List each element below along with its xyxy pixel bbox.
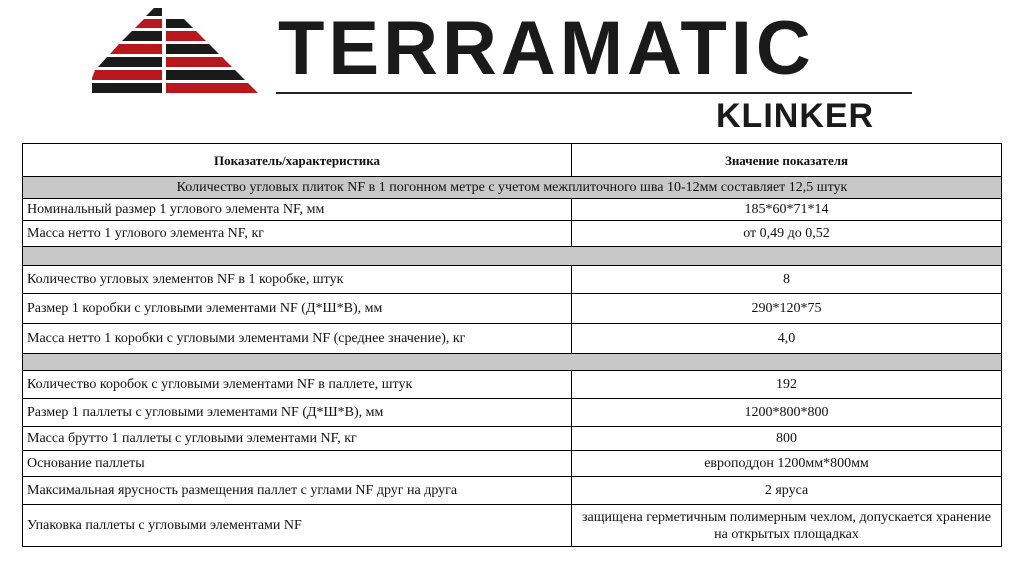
table-row xyxy=(23,451,1002,477)
row-value: защищена герметичным полимерным чехлом, допускается хранение на открытых площадках xyxy=(572,505,1002,547)
row-label: Количество коробок с угловыми элементами NF в паллете, штук xyxy=(23,371,572,399)
spec-table xyxy=(22,143,1002,547)
table-row xyxy=(23,399,1002,427)
row-value: 290*120*75 xyxy=(572,294,1002,324)
row-label: Основание паллеты xyxy=(23,451,572,477)
row-label: Упаковка паллеты с угловыми элементами NF xyxy=(23,505,572,547)
section-separator xyxy=(23,354,1002,371)
row-label: Номинальный размер 1 углового элемента NF, мм xyxy=(23,199,572,221)
brand-subtitle: KLINKER xyxy=(716,97,875,135)
table-row xyxy=(23,294,1002,324)
row-value: 2 яруса xyxy=(572,477,1002,505)
table-row xyxy=(23,505,1002,547)
table-row xyxy=(23,266,1002,294)
row-value: 185*60*71*14 xyxy=(572,199,1002,221)
row-value: 800 xyxy=(572,427,1002,451)
section-separator xyxy=(23,247,1002,266)
row-value: 192 xyxy=(572,371,1002,399)
logo xyxy=(0,0,1023,140)
brand-name: TERRAMATIC xyxy=(278,6,815,91)
table-row xyxy=(23,477,1002,505)
table-row xyxy=(23,324,1002,354)
row-label: Масса брутто 1 паллеты с угловыми элементами NF, кг xyxy=(23,427,572,451)
row-value: 1200*800*800 xyxy=(572,399,1002,427)
table-row xyxy=(23,371,1002,399)
column-header-value: Значение показателя xyxy=(572,144,1002,177)
note-row xyxy=(23,177,1002,199)
note-text: Количество угловых плиток NF в 1 погонном метре с учетом межплиточного шва 10-12мм составляет 12,5 штук xyxy=(23,177,1002,199)
row-label: Количество угловых элементов NF в 1 коробке, штук xyxy=(23,266,572,294)
row-value: европоддон 1200мм*800мм xyxy=(572,451,1002,477)
table-row xyxy=(23,221,1002,247)
row-value: 4,0 xyxy=(572,324,1002,354)
row-value: 8 xyxy=(572,266,1002,294)
row-label: Масса нетто 1 углового элемента NF, кг xyxy=(23,221,572,247)
row-label: Масса нетто 1 коробки с угловыми элементами NF (среднее значение), кг xyxy=(23,324,572,354)
table-header xyxy=(23,144,1002,177)
table-row xyxy=(23,199,1002,221)
row-label: Максимальная ярусность размещения паллет с углами NF друг на друга xyxy=(23,477,572,505)
column-header-parameter: Показатель/характеристика xyxy=(23,144,572,177)
pyramid-logo-icon xyxy=(92,6,274,94)
row-label: Размер 1 коробки с угловыми элементами NF (Д*Ш*В), мм xyxy=(23,294,572,324)
row-value: от 0,49 до 0,52 xyxy=(572,221,1002,247)
brand-underline xyxy=(276,92,912,94)
table-row xyxy=(23,427,1002,451)
row-label: Размер 1 паллеты с угловыми элементами NF (Д*Ш*В), мм xyxy=(23,399,572,427)
